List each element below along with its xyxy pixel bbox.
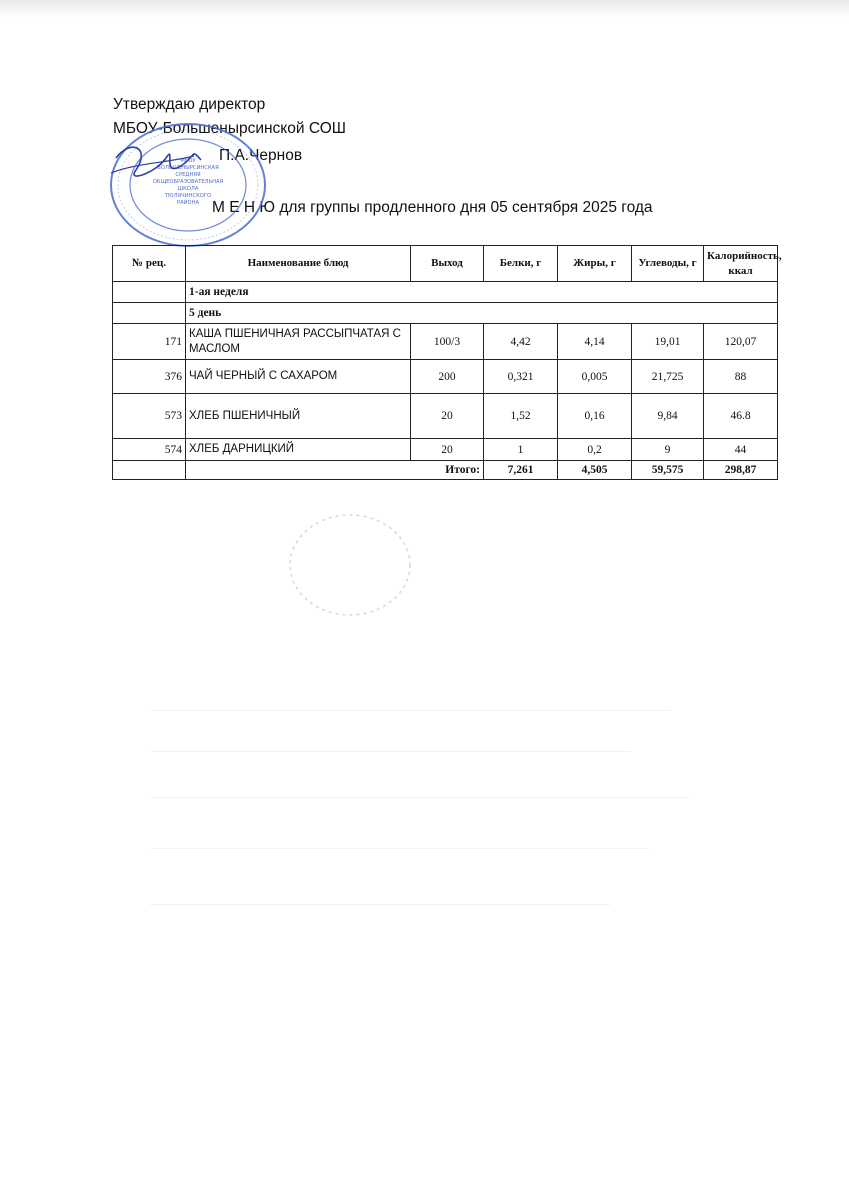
total-protein: 7,261 bbox=[484, 461, 558, 480]
day-row bbox=[113, 303, 778, 324]
dish-name: КАША ПШЕНИЧНАЯ РАССЫПЧАТАЯ С МАСЛОМ bbox=[186, 324, 411, 360]
total-label: Итого: bbox=[186, 461, 484, 480]
col-header-yield: Выход bbox=[411, 246, 484, 282]
scan-edge-shadow bbox=[0, 0, 849, 18]
dish-name: ЧАЙ ЧЕРНЫЙ С САХАРОМ bbox=[186, 360, 411, 394]
recipe-number: 171 bbox=[113, 324, 186, 360]
fat-value: 4,14 bbox=[558, 324, 632, 360]
protein-value: 1,52 bbox=[484, 394, 558, 439]
protein-value: 4,42 bbox=[484, 324, 558, 360]
yield-value: 100/3 bbox=[411, 324, 484, 360]
carbs-value: 21,725 bbox=[632, 360, 704, 394]
fat-value: 0,16 bbox=[558, 394, 632, 439]
school-seal bbox=[106, 118, 266, 248]
carbs-value: 9,84 bbox=[632, 394, 704, 439]
kcal-value: 120,07 bbox=[704, 324, 778, 360]
yield-value: 20 bbox=[411, 439, 484, 461]
table-row bbox=[113, 394, 778, 439]
school-name: МБОУ-Большенырсинской СОШ bbox=[113, 120, 346, 137]
menu-table bbox=[112, 245, 782, 480]
total-kcal: 298,87 bbox=[704, 461, 778, 480]
yield-value: 20 bbox=[411, 394, 484, 439]
table-row bbox=[113, 439, 778, 461]
col-header-name: Наименование блюд bbox=[186, 246, 411, 282]
svg-text:МБОУ: МБОУ bbox=[180, 158, 196, 164]
table-row bbox=[113, 324, 778, 360]
recipe-number: 574 bbox=[113, 439, 186, 461]
week-row bbox=[113, 282, 778, 303]
dish-name: ХЛЕБ ПШЕНИЧНЫЙ bbox=[186, 394, 411, 439]
yield-value: 200 bbox=[411, 360, 484, 394]
svg-text:ОБЩЕОБРАЗОВАТЕЛЬНАЯ: ОБЩЕОБРАЗОВАТЕЛЬНАЯ bbox=[152, 179, 224, 185]
svg-text:РАЙОНА: РАЙОНА bbox=[176, 200, 200, 206]
protein-value: 1 bbox=[484, 439, 558, 461]
approval-line: Утверждаю директор bbox=[113, 96, 266, 113]
col-header-protein: Белки, г bbox=[484, 246, 558, 282]
col-header-kcal: Калорийность, ккал bbox=[704, 246, 778, 282]
kcal-value: 46.8 bbox=[704, 394, 778, 439]
kcal-value: 88 bbox=[704, 360, 778, 394]
dish-name: ХЛЕБ ДАРНИЦКИЙ bbox=[186, 439, 411, 461]
total-carbs: 59,575 bbox=[632, 461, 704, 480]
fat-value: 0,2 bbox=[558, 439, 632, 461]
show-through-stamp bbox=[280, 505, 430, 625]
recipe-number: 573 bbox=[113, 394, 186, 439]
table-row bbox=[113, 360, 778, 394]
menu-title: М Е Н Ю для группы продленного дня 05 сентября 2025 года bbox=[212, 199, 653, 216]
col-header-rec: № рец. bbox=[113, 246, 186, 282]
director-name: П.А.Чернов bbox=[219, 147, 303, 164]
total-row bbox=[113, 461, 778, 480]
show-through-text bbox=[150, 690, 710, 1000]
col-header-fat: Жиры, г bbox=[558, 246, 632, 282]
fat-value: 0,005 bbox=[558, 360, 632, 394]
carbs-value: 9 bbox=[632, 439, 704, 461]
col-header-carbs: Углеводы, г bbox=[632, 246, 704, 282]
carbs-value: 19,01 bbox=[632, 324, 704, 360]
kcal-value: 44 bbox=[704, 439, 778, 461]
svg-text:БОЛЬШЕНЫРСИНСКАЯ: БОЛЬШЕНЫРСИНСКАЯ bbox=[157, 165, 219, 171]
svg-text:ШКОЛА: ШКОЛА bbox=[177, 186, 199, 192]
week-label: 1-ая неделя bbox=[186, 282, 778, 303]
protein-value: 0,321 bbox=[484, 360, 558, 394]
svg-text:ТЮЛЯЧИНСКОГО: ТЮЛЯЧИНСКОГО bbox=[164, 193, 212, 199]
recipe-number: 376 bbox=[113, 360, 186, 394]
svg-text:СРЕДНЯЯ: СРЕДНЯЯ bbox=[175, 172, 201, 178]
day-label: 5 день bbox=[186, 303, 778, 324]
total-fat: 4,505 bbox=[558, 461, 632, 480]
table-header-row bbox=[113, 246, 778, 282]
